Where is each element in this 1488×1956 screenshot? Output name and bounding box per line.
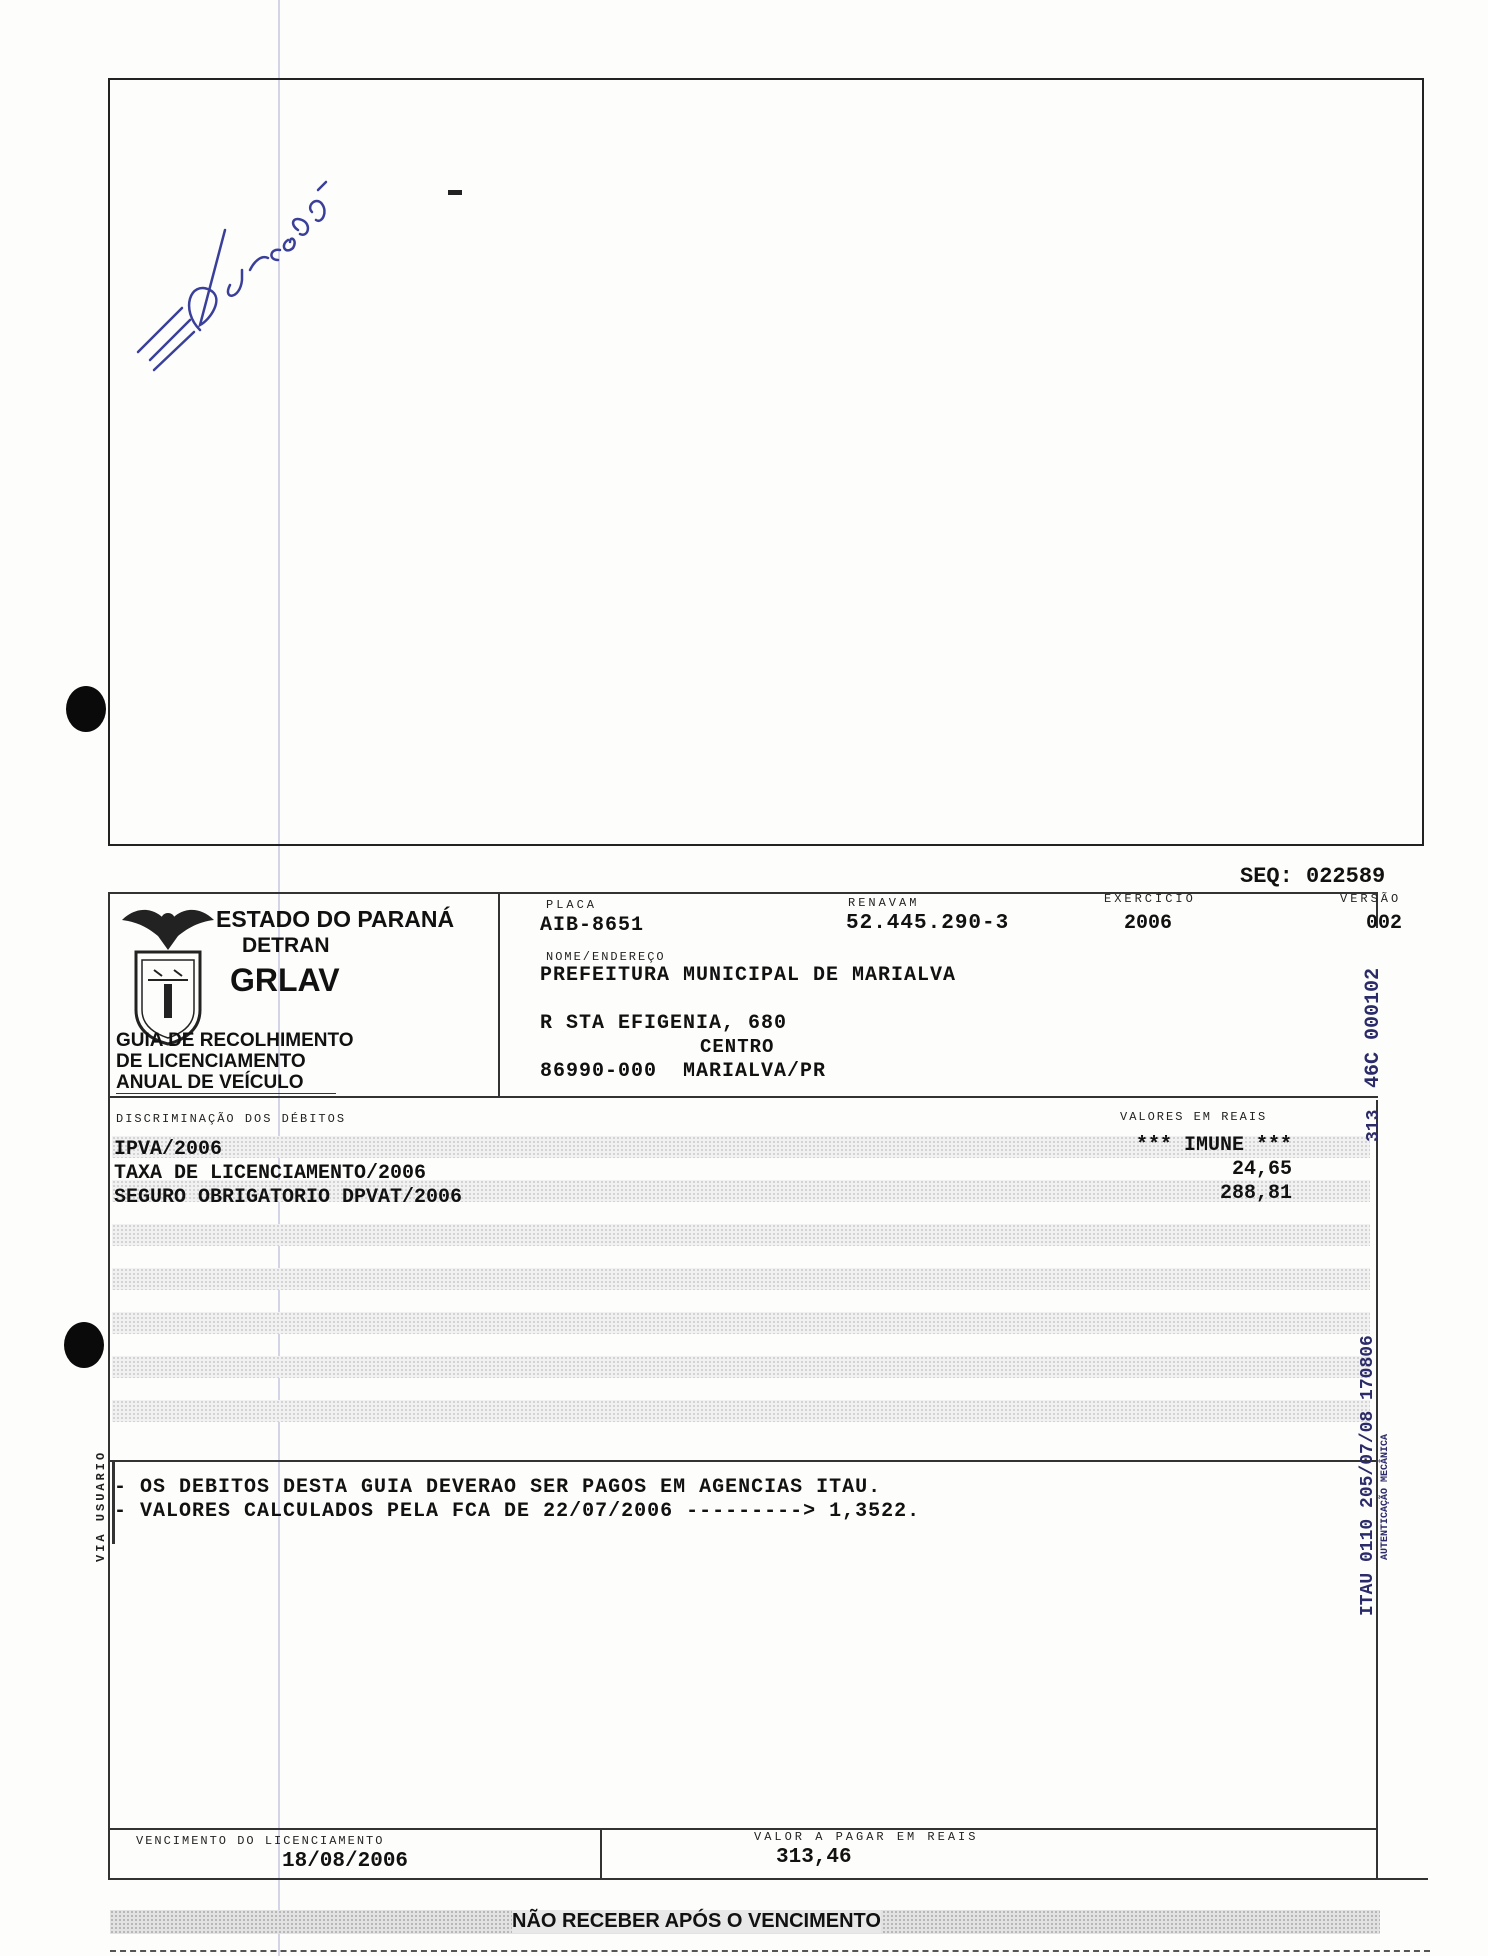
warning-text: NÃO RECEBER APÓS O VENCIMENTO [512,1910,881,1932]
placa-label: PLACA [546,898,598,912]
form-title-line2: DE LICENCIAMENTO [116,1051,306,1072]
ledger-stripe [112,1312,1370,1334]
valor-pagar-label: VALOR A PAGAR EM REAIS [754,1830,979,1844]
valor-pagar-value: 313,46 [776,1846,852,1869]
form-title [116,1030,354,1093]
vencimento-value: 18/08/2006 [282,1850,409,1873]
state-name: ESTADO DO PARANÁ [216,906,455,932]
parana-coat-of-arms-icon [118,900,218,1050]
header-bottom-line [108,1096,1378,1098]
authentication-amount-stamp: 313 [1364,1109,1384,1142]
renavam-value: 52.445.290-3 [846,912,1010,935]
mechanical-authentication-label: AUTENTICAÇÃO MECÂNICA [1380,1433,1391,1560]
debito-value: 288,81 [1219,1182,1292,1205]
ledger-stripe [112,1400,1370,1422]
punch-hole-top [66,686,106,732]
seq-value: 022589 [1306,864,1386,889]
form-title-line3: ANUAL DE VEÍCULO [116,1072,304,1093]
renavam-label: RENAVAM [848,896,920,910]
authentication-code-stamp: 46C 000102 [1362,967,1385,1088]
debito-value: *** IMUNE *** [1135,1134,1292,1157]
bank-authentication-stamp: ITAU 0110 205/07/08 170806 [1358,1335,1378,1616]
ledger-stripe [112,1268,1370,1290]
vencimento-label: VENCIMENTO DO LICENCIAMENTO [136,1834,385,1848]
footer-bottom-line [108,1878,1428,1880]
form-code: GRLAV [230,962,340,998]
footer-divider [600,1828,602,1880]
footer-top-line [108,1828,1378,1830]
note-line: - OS DEBITOS DESTA GUIA DEVERAO SER PAGOS EM AGENCIAS ITAU. [114,1476,882,1499]
bairro-value: CENTRO [700,1036,775,1058]
debito-desc: TAXA DE LICENCIAMENTO/2006 [114,1162,427,1185]
sequence-number [1240,864,1385,889]
debito-desc: IPVA/2006 [114,1138,223,1161]
handwritten-annotation [130,120,350,380]
ledger-stripe [112,1224,1370,1246]
valores-header-label: VALORES EM REAIS [1120,1110,1268,1124]
versao-label: VERSÃO [1340,892,1402,906]
title-underline [116,1093,336,1094]
via-usuario-label: VIA USUARIO [94,1449,108,1562]
form-title-line1: GUIA DE RECOLHIMENTO [116,1030,354,1051]
agency-name: DETRAN [242,934,330,957]
debito-desc: SEGURO OBRIGATORIO DPVAT/2006 [114,1186,463,1209]
debito-value: 24,65 [1231,1158,1292,1181]
placa-value: AIB-8651 [540,914,645,937]
ledger-stripe [112,1356,1370,1378]
header-divider [498,892,500,1098]
cut-line [110,1950,1430,1952]
seq-label: SEQ: [1240,864,1293,889]
ink-mark [448,190,462,195]
cep-cidade-value: 86990-000 MARIALVA/PR [540,1060,827,1083]
note-line: - VALORES CALCULADOS PELA FCA DE 22/07/2006 ---------> 1,3522. [114,1500,921,1523]
exercicio-value: 2006 [1124,912,1173,935]
nome-value: PREFEITURA MUNICIPAL DE MARIALVA [540,964,957,987]
endereco-value: R STA EFIGENIA, 680 [540,1012,788,1035]
punch-hole-bottom [64,1322,104,1368]
nome-endereco-label: NOME/ENDEREÇO [546,950,666,964]
debitos-header-label: DISCRIMINAÇÃO DOS DÉBITOS [116,1112,347,1126]
exercicio-label: EXERCÍCIO [1104,892,1196,906]
versao-value: 002 [1366,912,1403,935]
debitos-bottom-line [108,1460,1378,1462]
